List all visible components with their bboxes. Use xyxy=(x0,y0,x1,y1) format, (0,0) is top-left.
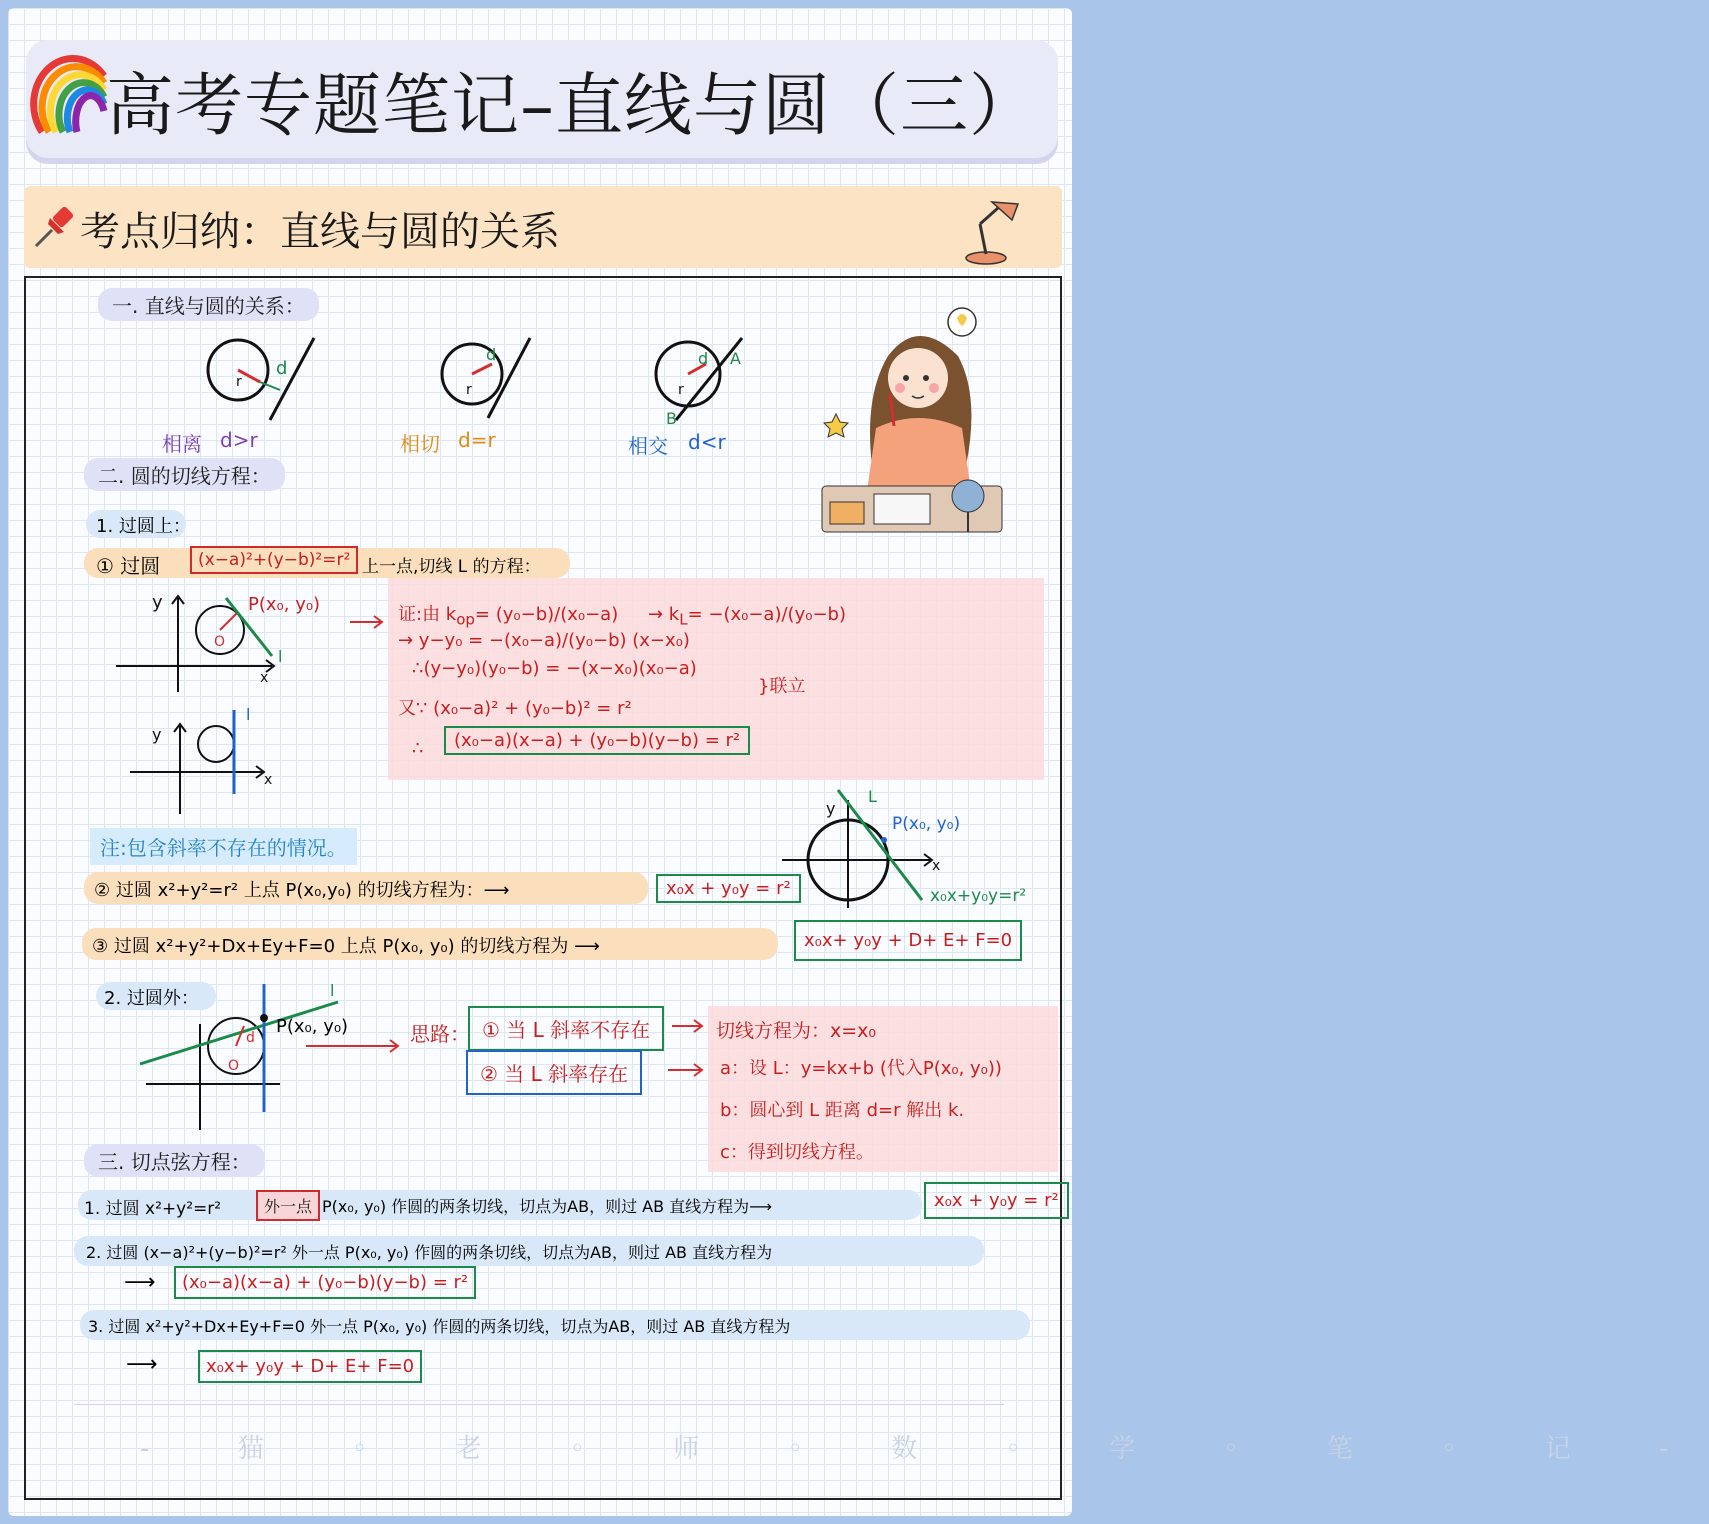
item3-result: x₀x+ y₀y + D+ E+ F=0 xyxy=(794,920,1022,961)
proof-therefore: ∴ xyxy=(412,738,424,759)
arrow-icon xyxy=(350,612,386,632)
s3-item1-box: 外一点 xyxy=(256,1190,320,1221)
step-a: a：设 L：y=kx+b (代入P(x₀, y₀)) xyxy=(720,1058,1002,1079)
svg-text:O: O xyxy=(214,634,226,650)
case-separate-cond: d>r xyxy=(220,428,258,452)
s3-item2-result: (x₀−a)(x−a) + (y₀−b)(y−b) = r² xyxy=(174,1266,476,1299)
svg-text:L: L xyxy=(868,787,877,806)
svg-text:r: r xyxy=(236,374,242,390)
case-tangent-name: 相切 xyxy=(400,432,440,456)
svg-text:y: y xyxy=(152,725,162,744)
s3-item3-text: 3. 过圆 x²+y²+Dx+Ey+F=0 外一点 P(x₀, y₀) 作圆的两条切线，切点为AB，则过 AB 直线方程为 xyxy=(88,1317,791,1336)
item3-text: ③ 过圆 x²+y²+Dx+Ey+F=0 上点 P(x₀, y₀) 的切线方程为 ⟶ xyxy=(92,936,600,957)
item2-text: ② 过圆 x²+y²=r² 上点 P(x₀,y₀) 的切线方程为：⟶ xyxy=(94,880,510,901)
point-label: P(x₀, y₀) xyxy=(248,594,321,615)
s3-item3-result: x₀x+ y₀y + D+ E+ F=0 xyxy=(198,1350,422,1383)
s3-item1-b: P(x₀, y₀) 作圆的两条切线，切点为AB，则过 AB 直线方程为⟶ xyxy=(322,1197,773,1216)
section2-label: 二. 圆的切线方程： xyxy=(84,458,285,491)
item1-suffix: 上一点,切线 L 的方程： xyxy=(362,557,541,577)
section1-label: 一. 直线与圆的关系： xyxy=(98,288,319,321)
proof-line3: 又∵ (x₀−a)² + (y₀−b)² = r² xyxy=(398,698,632,719)
arrow-icon xyxy=(672,1018,708,1038)
svg-text:d: d xyxy=(486,345,497,364)
section3-label: 三. 切点弦方程： xyxy=(84,1144,265,1177)
svg-text:y: y xyxy=(826,799,836,818)
svg-text:l: l xyxy=(330,981,335,1000)
case1-result: 切线方程为：x=x₀ xyxy=(716,1020,877,1042)
case-intersect-name: 相交 xyxy=(628,434,668,458)
outside-point-label: P(x₀, y₀) xyxy=(276,1016,349,1037)
svg-text:r: r xyxy=(678,382,684,398)
case1-box: ① 当 L 斜率不存在 xyxy=(468,1006,664,1051)
step-c: c：得到切线方程。 xyxy=(720,1142,874,1163)
svg-text:x: x xyxy=(260,670,269,686)
svg-text:d: d xyxy=(698,349,709,368)
svg-text:d: d xyxy=(246,1030,255,1046)
s3-item2-text: 2. 过圆 (x−a)²+(y−b)²=r² 外一点 P(x₀, y₀) 作圆的两条切线，切点为AB，则过 AB 直线方程为 xyxy=(86,1243,773,1262)
proof-line2: ∴(y−y₀)(y₀−b) = −(x−x₀)(x₀−a) xyxy=(412,658,697,679)
outside-point-diagram xyxy=(140,981,410,1134)
svg-text:x: x xyxy=(264,772,273,788)
svg-text:d: d xyxy=(276,358,288,379)
diagram-separate xyxy=(200,334,330,424)
sub1-label: 1. 过圆上： xyxy=(96,516,191,537)
rainbow-icon xyxy=(36,66,108,138)
item1-equation: (x−a)²+(y−b)²=r² xyxy=(190,546,358,574)
arrow-right-icon xyxy=(306,1036,402,1056)
svg-text:r: r xyxy=(466,382,472,398)
diagram-tangent xyxy=(436,334,546,424)
svg-text:l: l xyxy=(246,705,251,724)
s3-item1-result: x₀x + y₀y = r² xyxy=(924,1182,1069,1219)
s3-item3-arrow: ⟶ xyxy=(126,1352,158,1377)
desk-lamp-icon xyxy=(962,194,1026,266)
circle-point-label: P(x₀, y₀) xyxy=(892,814,961,834)
svg-text:y: y xyxy=(152,592,163,613)
item2-result: x₀x + y₀y = r² xyxy=(656,874,801,903)
case-tangent-cond: d=r xyxy=(458,428,496,452)
step-b: b：圆心到 L 距离 d=r 解出 k. xyxy=(720,1100,965,1121)
vertical-tangent-diagram xyxy=(126,705,286,820)
page-title: 高考专题笔记–直线与圆（三） xyxy=(106,67,1039,146)
proof-line1: 证:由 $k_{op}= (y_0-b)/(x_0-a) \to k_L= -(x_0-a)/(y_0-b)$ xyxy=(398,604,846,629)
footer-watermark: - 猫 ◦ 老 ◦ 师 ◦ 数 ◦ 学 ◦ 笔 ◦ 记 - xyxy=(140,1434,1709,1464)
proof-bracket: }联立 xyxy=(758,676,806,697)
pushpin-icon xyxy=(32,204,78,250)
proof-line1-conclusion: → y−y₀ = −(x₀−a)/(y₀−b) (x−x₀) xyxy=(398,630,690,651)
proof-result: (x₀−a)(x−a) + (y₀−b)(y−b) = r² xyxy=(444,726,750,755)
case-separate-name: 相离 xyxy=(162,432,202,456)
slope-note: 注:包含斜率不存在的情况。 xyxy=(90,828,357,865)
svg-text:A: A xyxy=(730,349,741,368)
svg-text:l: l xyxy=(278,647,283,666)
diagram-intersect xyxy=(648,334,758,430)
svg-text:B: B xyxy=(666,409,677,428)
idea-label: 思路： xyxy=(410,1022,470,1046)
s3-item1-a: 1. 过圆 x²+y²=r² xyxy=(84,1199,222,1219)
case-intersect-cond: d<r xyxy=(688,430,726,454)
divider xyxy=(74,1404,1004,1405)
arrow-icon xyxy=(668,1062,708,1082)
svg-text:O: O xyxy=(228,1058,240,1074)
svg-text:x: x xyxy=(932,858,941,874)
item1-prefix: ① 过圆 xyxy=(96,554,161,578)
case2-box: ② 当 L 斜率存在 xyxy=(466,1050,642,1095)
item2-figure-label: x₀x+y₀y=r² xyxy=(930,886,1027,906)
s3-item2-arrow: ⟶ xyxy=(124,1270,156,1295)
student-illustration xyxy=(818,296,1018,552)
sub2-label: 2. 过圆外： xyxy=(104,988,199,1009)
topic-title: 考点归纳：直线与圆的关系 xyxy=(80,209,560,255)
